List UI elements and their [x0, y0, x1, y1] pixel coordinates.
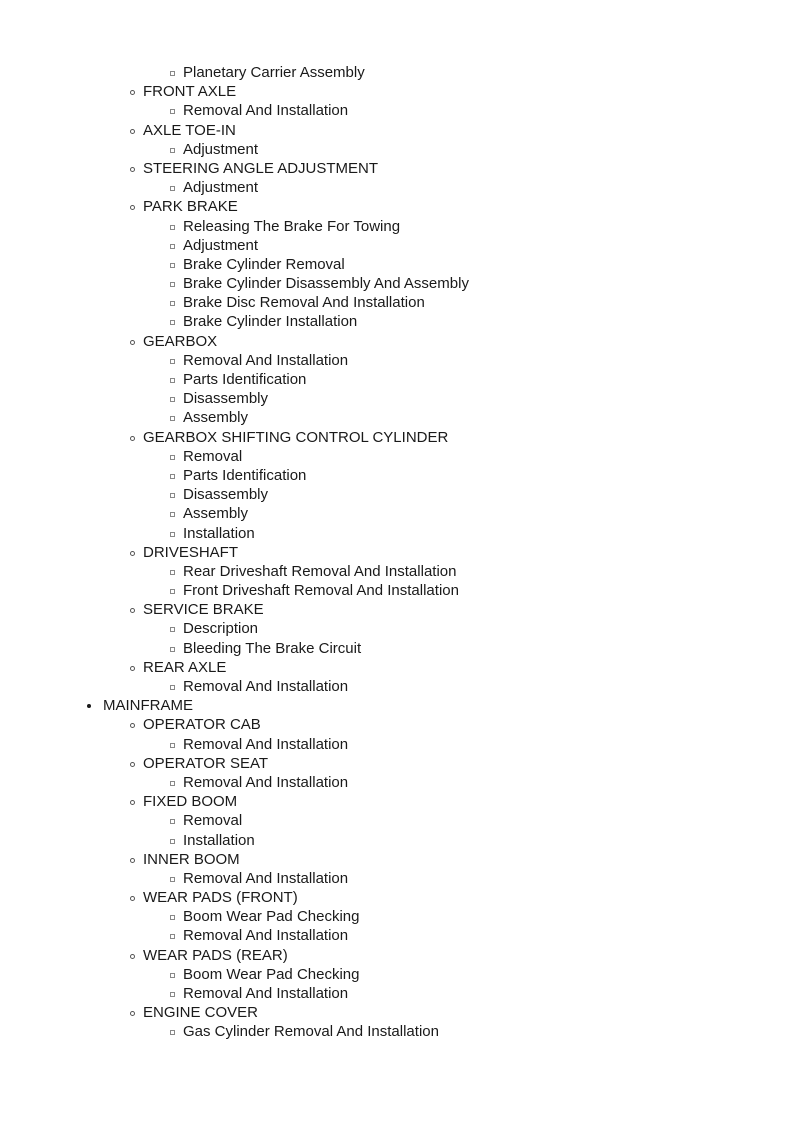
bullet-icon — [170, 877, 175, 882]
toc-item — [0, 619, 794, 638]
toc-item — [0, 926, 794, 945]
toc-subsection — [0, 121, 794, 140]
toc-item — [0, 965, 794, 984]
toc-entry-text: Assembly — [183, 505, 249, 523]
bullet-icon — [170, 1030, 175, 1035]
bullet-icon — [130, 800, 135, 805]
bullet-icon — [170, 839, 175, 844]
toc-entry-text: ENGINE COVER — [143, 1004, 259, 1022]
bullet-icon — [170, 627, 175, 632]
bullet-icon — [170, 263, 175, 268]
bullet-icon — [170, 320, 175, 325]
toc-item — [0, 293, 794, 312]
toc-entry-text: Installation — [183, 524, 255, 542]
toc-entry-text: WEAR PADS (FRONT) — [143, 889, 298, 907]
toc-subsection — [0, 1003, 794, 1022]
toc-entry-text: Brake Disc Removal And Installation — [183, 294, 425, 312]
toc-entry-text: Planetary Carrier Assembly — [183, 64, 365, 81]
toc-entry-text: Removal And Installation — [183, 869, 349, 887]
bullet-icon — [130, 723, 135, 728]
toc-entry-text: PARK BRAKE — [143, 198, 238, 216]
bullet-icon — [170, 685, 175, 690]
toc-entry-text: Adjustment — [183, 236, 259, 254]
bullet-icon — [170, 301, 175, 306]
toc-entry-text: OPERATOR SEAT — [143, 754, 269, 772]
bullet-icon — [170, 647, 175, 652]
bullet-icon — [130, 436, 135, 441]
bullet-icon — [130, 954, 135, 959]
toc-subsection — [0, 792, 794, 811]
toc-entry-text: WEAR PADS (REAR) — [143, 946, 288, 964]
toc-section — [0, 696, 794, 715]
bullet-icon — [170, 915, 175, 920]
toc-entry-text: FRONT AXLE — [143, 83, 237, 101]
toc-subsection — [0, 543, 794, 562]
toc-subsection — [0, 197, 794, 216]
bullet-icon — [170, 992, 175, 997]
toc-subsection — [0, 428, 794, 447]
toc-item — [0, 101, 794, 120]
toc-entry-text: Rear Driveshaft Removal And Installation — [183, 562, 457, 580]
bullet-icon — [87, 704, 91, 708]
toc-subsection — [0, 850, 794, 869]
toc-entry-text: Removal — [183, 447, 243, 465]
bullet-icon — [130, 551, 135, 556]
toc-item — [0, 485, 794, 504]
toc-entry-text: GEARBOX SHIFTING CONTROL CYLINDER — [143, 428, 449, 446]
bullet-icon — [170, 244, 175, 249]
toc-item — [0, 466, 794, 485]
bullet-icon — [170, 397, 175, 402]
toc-subsection — [0, 715, 794, 734]
toc-item — [0, 63, 794, 82]
bullet-icon — [170, 378, 175, 383]
toc-item — [0, 907, 794, 926]
toc-entry-text: Description — [183, 620, 259, 638]
toc-entry-text: AXLE TOE-IN — [143, 121, 236, 139]
toc-item — [0, 773, 794, 792]
bullet-icon — [170, 474, 175, 479]
toc-entry-text: Removal And Installation — [183, 927, 349, 945]
toc-entry-text: Removal And Installation — [183, 985, 349, 1002]
bullet-icon — [170, 416, 175, 421]
toc-subsection — [0, 754, 794, 773]
bullet-icon — [170, 282, 175, 287]
toc-subsection — [0, 332, 794, 351]
toc-entry-text: Removal And Installation — [183, 102, 349, 120]
toc-entry-text: Boom Wear Pad Checking — [183, 908, 360, 926]
toc-entry-text: Bleeding The Brake Circuit — [183, 639, 362, 657]
toc-item — [0, 312, 794, 331]
bullet-icon — [130, 1011, 135, 1016]
table-of-contents — [0, 63, 794, 1042]
bullet-icon — [130, 858, 135, 863]
toc-item — [0, 140, 794, 159]
toc-item — [0, 831, 794, 850]
bullet-icon — [170, 71, 175, 76]
toc-item — [0, 236, 794, 255]
toc-item — [0, 447, 794, 466]
bullet-icon — [170, 781, 175, 786]
toc-entry-text: INNER BOOM — [143, 850, 240, 868]
bullet-icon — [170, 148, 175, 153]
bullet-icon — [170, 225, 175, 230]
bullet-icon — [170, 109, 175, 114]
toc-subsection — [0, 82, 794, 101]
toc-item — [0, 735, 794, 754]
bullet-icon — [170, 186, 175, 191]
toc-item — [0, 811, 794, 830]
toc-entry-text: Boom Wear Pad Checking — [183, 965, 360, 983]
toc-entry-text: REAR AXLE — [143, 658, 227, 676]
toc-entry-text: SERVICE BRAKE — [143, 601, 264, 619]
bullet-icon — [130, 167, 135, 172]
toc-entry-text: Brake Cylinder Disassembly And Assembly — [183, 275, 469, 293]
toc-item — [0, 504, 794, 523]
toc-item — [0, 869, 794, 888]
toc-entry-text: Brake Cylinder Removal — [183, 255, 345, 273]
toc-entry-text: Releasing The Brake For Towing — [183, 217, 401, 235]
toc-item — [0, 677, 794, 696]
bullet-icon — [170, 589, 175, 594]
bullet-icon — [170, 819, 175, 824]
toc-item — [0, 524, 794, 543]
bullet-icon — [170, 359, 175, 364]
toc-entry-text: Removal And Installation — [183, 678, 349, 695]
toc-subsection — [0, 159, 794, 178]
toc-item — [0, 255, 794, 274]
bullet-icon — [170, 934, 175, 939]
toc-entry-text: Front Driveshaft Removal And Installation — [183, 582, 459, 600]
bullet-icon — [170, 743, 175, 748]
toc-item — [0, 408, 794, 427]
toc-entry-text: OPERATOR CAB — [143, 716, 261, 734]
toc-entry-text: STEERING ANGLE ADJUSTMENT — [143, 159, 379, 177]
toc-item — [0, 984, 794, 1003]
toc-item — [0, 581, 794, 600]
bullet-icon — [130, 129, 135, 134]
bullet-icon — [170, 532, 175, 537]
bullet-icon — [130, 762, 135, 767]
toc-entry-text: FIXED BOOM — [143, 793, 238, 811]
toc-entry-text: Gas Cylinder Removal And Installation — [183, 1023, 439, 1041]
bullet-icon — [130, 896, 135, 901]
toc-subsection — [0, 600, 794, 619]
toc-entry-text: Adjustment — [183, 140, 259, 158]
bullet-icon — [170, 455, 175, 460]
bullet-icon — [170, 570, 175, 575]
toc-subsection — [0, 658, 794, 677]
toc-entry-text: Parts Identification — [183, 371, 307, 388]
toc-entry-text: Parts Identification — [183, 466, 307, 484]
bullet-icon — [130, 340, 135, 345]
toc-entry-text: Removal — [183, 812, 243, 830]
toc-entry-text: Removal And Installation — [183, 351, 349, 369]
bullet-icon — [130, 608, 135, 613]
toc-subsection — [0, 946, 794, 965]
toc-item — [0, 639, 794, 658]
bullet-icon — [130, 90, 135, 95]
toc-item — [0, 389, 794, 408]
toc-entry-text: Installation — [183, 831, 255, 849]
toc-entry-text: Assembly — [183, 409, 249, 427]
bullet-icon — [170, 493, 175, 498]
bullet-icon — [130, 205, 135, 210]
toc-item — [0, 370, 794, 389]
toc-item — [0, 217, 794, 236]
toc-entry-text: DRIVESHAFT — [143, 543, 239, 561]
toc-entry-text: Disassembly — [183, 390, 269, 408]
toc-item — [0, 274, 794, 293]
toc-entry-text: Disassembly — [183, 486, 269, 504]
toc-entry-text: GEARBOX — [143, 332, 218, 350]
bullet-icon — [170, 973, 175, 978]
toc-entry-text: Brake Cylinder Installation — [183, 313, 358, 331]
toc-item — [0, 351, 794, 370]
toc-entry-text: Removal And Installation — [183, 735, 349, 753]
toc-entry-text: Adjustment — [183, 179, 259, 197]
toc-subsection — [0, 888, 794, 907]
toc-item — [0, 178, 794, 197]
toc-item — [0, 1022, 794, 1041]
bullet-icon — [130, 666, 135, 671]
bullet-icon — [170, 512, 175, 517]
toc-entry-text: MAINFRAME — [103, 697, 193, 715]
toc-item — [0, 562, 794, 581]
toc-entry-text: Removal And Installation — [183, 773, 349, 791]
